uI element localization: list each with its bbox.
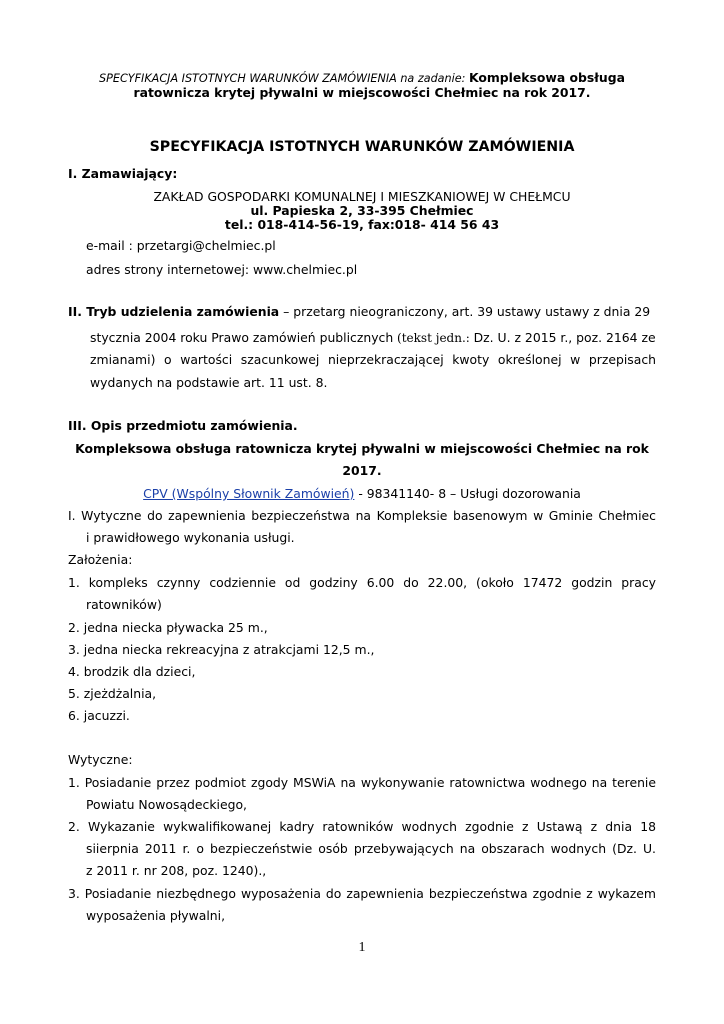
cpv-line	[0, 486, 724, 501]
list-item: 2. jedna niecka pływacka 25 m.,	[68, 620, 268, 635]
page-number: 1	[358, 940, 366, 955]
cpv-code: - 98341140- 8 – Usługi dozorowania	[354, 486, 581, 501]
section-1-heading: I. Zamawiający:	[68, 166, 178, 181]
subject-line-2: 2017.	[342, 463, 382, 478]
guidelines-line-2: i prawidłowego wykonania usługi.	[86, 530, 295, 545]
cpv-dictionary-link[interactable]: CPV (Wspólny Słownik Zamówień)	[143, 486, 355, 501]
list-item: ratowników)	[86, 597, 162, 612]
list-item: 1. kompleks czynny codziennie od godziny 6.00 do 22.00, (około 17472 godzin pracy	[68, 575, 656, 590]
section-3-heading: III. Opis przedmiotu zamówienia.	[68, 418, 298, 433]
list-item: 4. brodzik dla dzieci,	[68, 664, 196, 679]
organization-name: ZAKŁAD GOSPODARKI KOMUNALNEJ I MIESZKANIOWEJ W CHEŁMCU	[153, 189, 571, 204]
section-2-line-4: wydanych na podstawie art. 11 ust. 8.	[90, 375, 328, 390]
list-item: 5. zjeżdżalnia,	[68, 686, 157, 701]
list-item: 1. Posiadanie przez podmiot zgody MSWiA na wykonywanie ratownictwa wodnego na terenie	[68, 775, 656, 790]
section-2-journal-ref: Dz. U. z 2015 r., poz. 2164 ze	[473, 330, 656, 345]
section-2-line-3: zmianami) o wartości szacunkowej nieprzekraczającej kwoty określonej w przepisach	[90, 352, 656, 367]
guidelines-line-1: I. Wytyczne do zapewnienia bezpieczeństwa na Kompleksie basenowym w Gminie Chełmiec	[68, 508, 656, 523]
header-line-2: ratownicza krytej pływalni w miejscowości Chełmiec na rok 2017.	[133, 85, 591, 100]
list-item: 3. Posiadanie niezbędnego wyposażenia do zapewnienia bezpieczeństwa zgodnie z wykazem	[68, 886, 656, 901]
section-2-consolidated-text: (tekst jedn.:	[393, 331, 474, 345]
list-item: z 2011 r. nr 208, poz. 1240).,	[86, 863, 267, 878]
list-item: siierpnia 2011 r. o bezpieczeństwie osób przebywających na obszarach wodnych (Dz. U.	[86, 841, 656, 856]
section-2-line-2	[90, 330, 656, 345]
section-2-heading: II. Tryb udzielenia zamówienia	[68, 304, 280, 319]
list-item: wyposażenia pływalni,	[86, 908, 226, 923]
subject-line-1: Kompleksowa obsługa ratownicza krytej pływalni w miejscowości Chełmiec na rok	[75, 441, 649, 456]
organization-email: e-mail : przetargi@chelmiec.pl	[86, 238, 276, 253]
page-title: SPECYFIKACJA ISTOTNYCH WARUNKÓW ZAMÓWIENIA	[149, 139, 575, 155]
list-item: Powiatu Nowosądeckiego,	[86, 797, 247, 812]
organization-phones: tel.: 018-414-56-19, fax:018- 414 56 43	[224, 217, 500, 232]
section-2-line-1-text: – przetarg nieograniczony, art. 39 ustawy ustawy z dnia 29	[279, 304, 651, 319]
list-item: 3. jedna niecka rekreacyjna z atrakcjami 12,5 m.,	[68, 642, 375, 657]
header-task-title: Kompleksowa obsługa	[468, 70, 625, 85]
organization-address: ul. Papieska 2, 33-395 Chełmiec	[250, 203, 474, 218]
header-prefix: SPECYFIKACJA ISTOTNYCH WARUNKÓW ZAMÓWIENIA na zadanie:	[99, 72, 466, 85]
organization-website: adres strony internetowej: www.chelmiec.pl	[86, 262, 358, 277]
list-item: 2. Wykazanie wykwalifikowanej kadry ratowników wodnych zgodnie z Ustawą z dnia 18	[68, 819, 656, 834]
wytyczne-heading: Wytyczne:	[68, 752, 133, 767]
section-2-law-name: stycznia 2004 roku Prawo zamówień publicznych	[90, 330, 394, 345]
header-line-1	[0, 70, 724, 85]
list-item: 6. jacuzzi.	[68, 708, 130, 723]
section-2-line-1	[68, 304, 650, 319]
assumptions-heading: Założenia:	[68, 552, 133, 567]
